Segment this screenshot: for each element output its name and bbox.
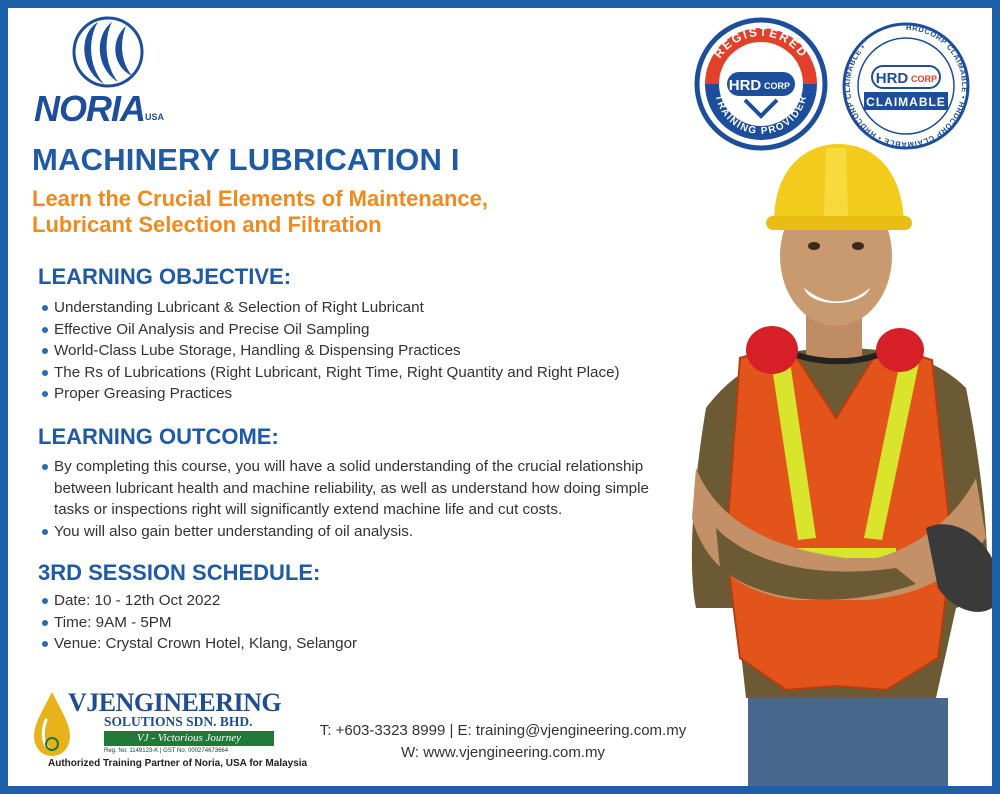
bullet-icon [42, 327, 48, 333]
bullet-icon [42, 305, 48, 311]
noria-swoosh-icon [58, 14, 158, 94]
flyer [8, 8, 992, 786]
course-subtitle [32, 186, 592, 238]
list-item: You will also gain better understanding of oil analysis. [42, 521, 692, 543]
vj-wordmark: VJENGINEERING [68, 688, 282, 717]
noria-usa: USA [145, 112, 165, 122]
outcome-heading: LEARNING OUTCOME: [38, 424, 279, 449]
contact-website: W: www.vjengineering.com.my [401, 744, 605, 761]
badge2-hrd: HRD [875, 70, 909, 87]
vj-solutions: SOLUTIONS SDN. BHD. [104, 714, 253, 729]
contact-phone-email: T: +603-3323 8999 | E: training@vjengineering.com.my [319, 722, 687, 739]
badge1-hrd: HRD [728, 77, 762, 94]
hrd-claimable-badge [840, 20, 972, 157]
list-item: By completing this course, you will have a solid understanding of the crucial relationship between lubricant health and machine reliability, as well as understand how doing simple tasks or inspections right will significantly extend machine life and cut costs. [42, 456, 692, 521]
noria-logo [34, 14, 184, 132]
badge1-arc-bottom: TRAINING PROVIDER [712, 93, 810, 138]
list-item: World-Class Lube Storage, Handling & Dispensing Practices [42, 340, 620, 362]
worker-illustration [676, 138, 992, 786]
schedule-venue: Venue: Crystal Crown Hotel, Klang, Selangor [42, 633, 357, 655]
subtitle-line-2: Lubricant Selection and Filtration [32, 212, 382, 237]
schedule-time: Time: 9AM - 5PM [42, 612, 357, 634]
vj-registration: Reg. No: 1149123-K | GST No: 000274673664 [104, 748, 229, 754]
noria-wordmark: NORIA [34, 88, 145, 129]
list-item: Effective Oil Analysis and Precise Oil Sampling [42, 319, 620, 341]
objective-heading: LEARNING OBJECTIVE: [38, 264, 292, 289]
vj-engineering-logo [32, 688, 308, 778]
objective-list [42, 297, 620, 405]
outcome-list [42, 456, 692, 542]
badge1-arc-top: REGISTERED [711, 24, 811, 61]
hrd-registered-badge [693, 16, 829, 157]
schedule-date: Date: 10 - 12th Oct 2022 [42, 590, 357, 612]
vj-tagline: VJ - Victorious Journey [104, 731, 274, 746]
list-item: Understanding Lubricant & Selection of Right Lubricant [42, 297, 620, 319]
list-item: The Rs of Lubrications (Right Lubricant, Right Time, Right Quantity and Right Place) [42, 362, 620, 384]
oil-drop-icon [32, 690, 72, 758]
bullet-icon [42, 464, 48, 470]
bullet-icon [42, 348, 48, 354]
bullet-icon [42, 620, 48, 626]
bullet-icon [42, 370, 48, 376]
badge2-ring-text: HRDCORP CLAIMABLE • HRDCORP CLAIMABLE • HRDCORP CLAIMABLE • [842, 22, 969, 150]
bullet-icon [42, 598, 48, 604]
badge2-banner: CLAIMABLE [866, 95, 946, 109]
schedule-list [42, 590, 357, 655]
bullet-icon [42, 529, 48, 535]
schedule-heading: 3RD SESSION SCHEDULE: [38, 560, 321, 585]
partner-note: Authorized Training Partner of Noria, USA for Malaysia [48, 758, 308, 769]
bullet-icon [42, 391, 48, 397]
bullet-icon [42, 641, 48, 647]
list-item: Proper Greasing Practices [42, 383, 620, 405]
course-title: MACHINERY LUBRICATION I [32, 142, 460, 177]
badge1-corp: CORP [763, 81, 791, 91]
subtitle-line-1: Learn the Crucial Elements of Maintenance, [32, 186, 489, 211]
badge2-corp: CORP [910, 74, 938, 84]
